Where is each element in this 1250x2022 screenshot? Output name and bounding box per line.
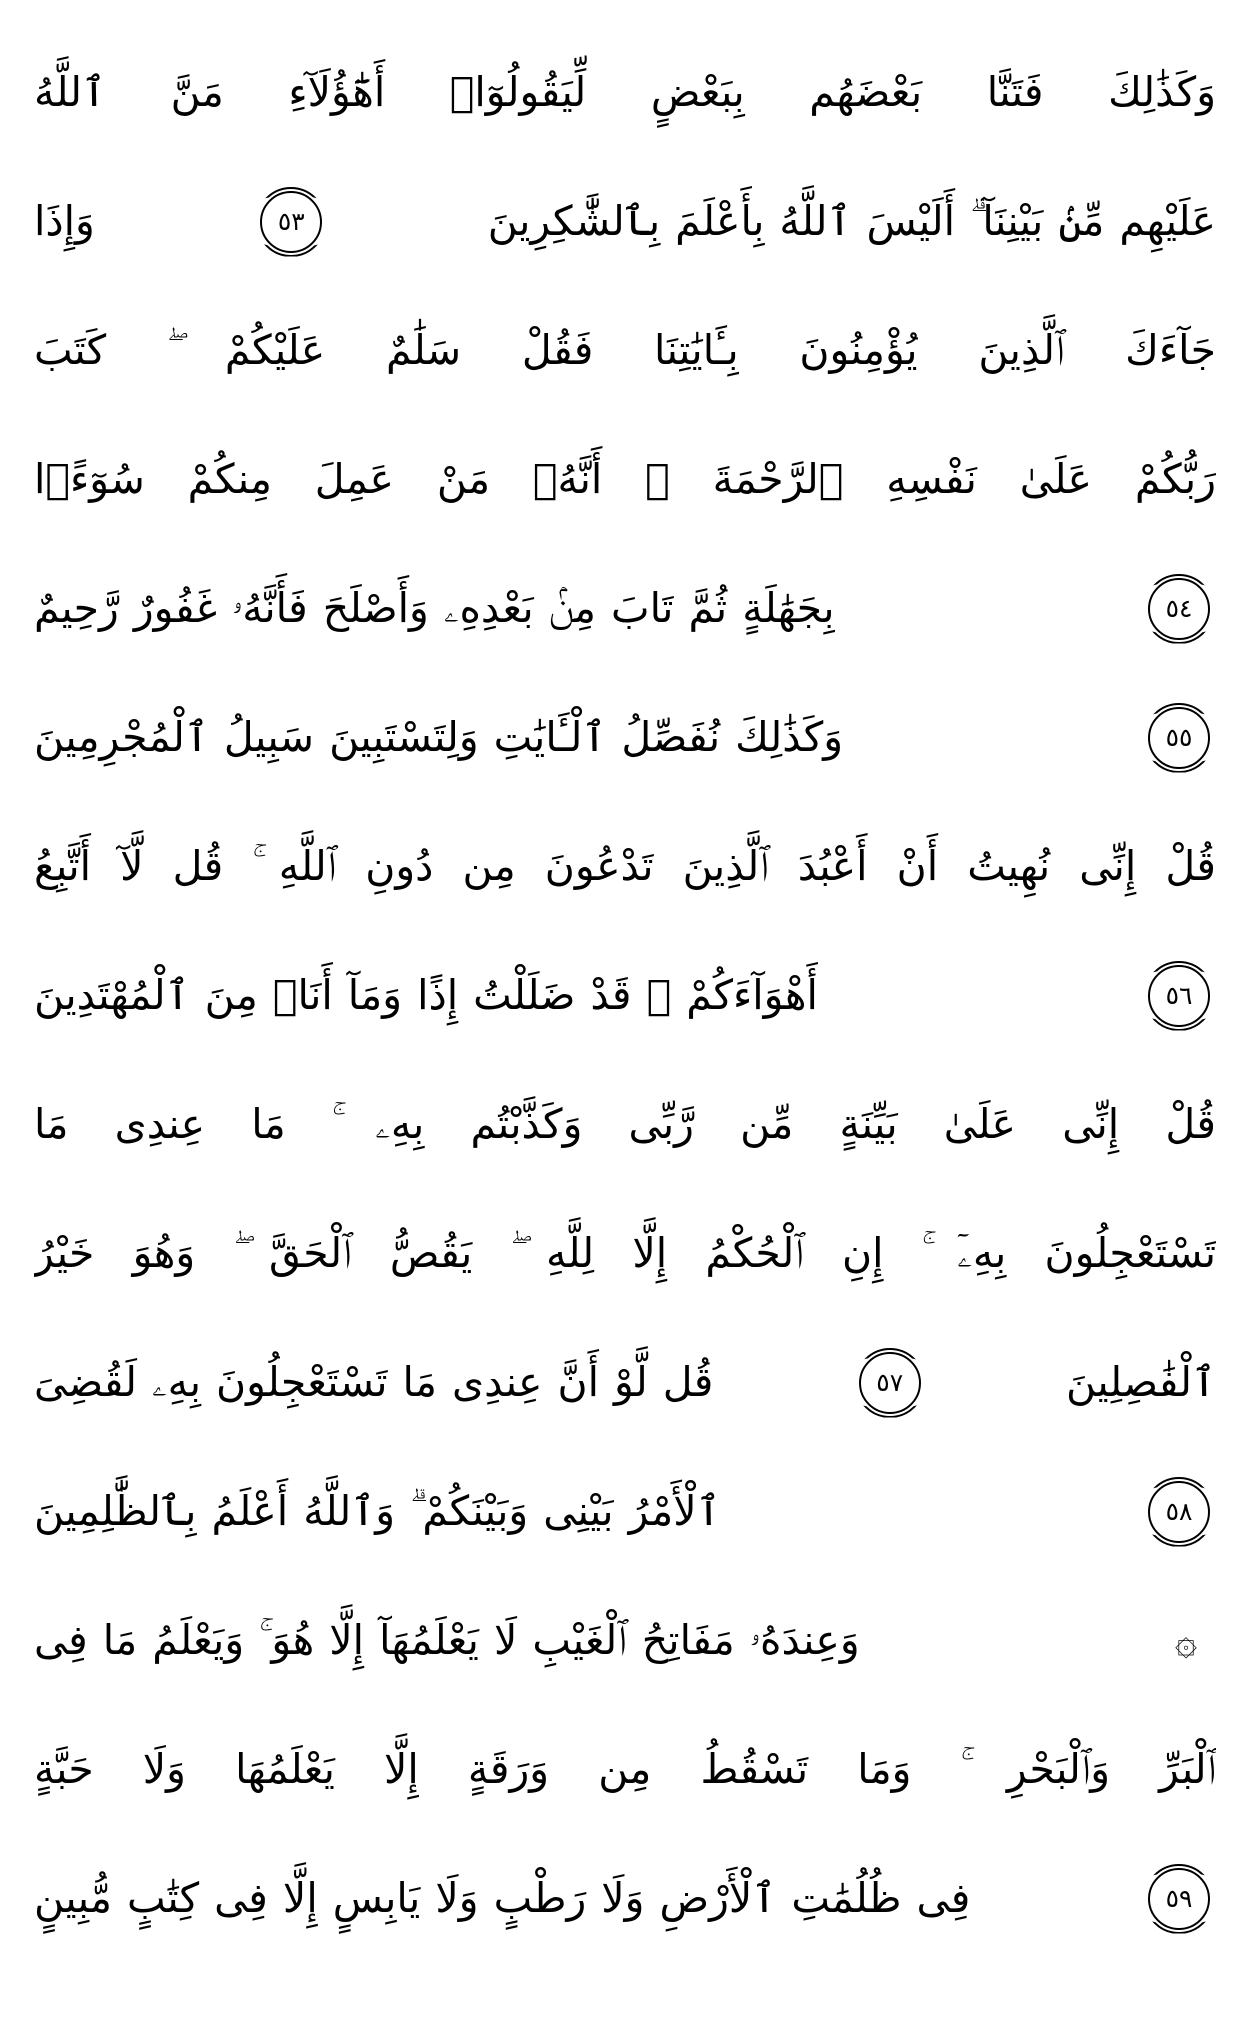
ayah-line (34, 28, 1216, 157)
ayah-line (34, 1189, 1216, 1318)
ayah-text: قُلْ إِنِّى عَلَىٰ بَيِّنَةٍ مِّن رَّبِّى وَكَذَّبْتُم بِهِۦ ۚ مَا عِندِى مَا (34, 1100, 1216, 1148)
ayah-text: فِى ظُلُمَٰتِ ٱلْأَرْضِ وَلَا رَطْبٍ وَلَا يَابِسٍ إِلَّا فِى كِتَٰبٍ مُّبِينٍ (34, 1874, 971, 1922)
ayah-number-marker: ٥٥ (1148, 707, 1210, 769)
ayah-text: قُل لَّوْ أَنَّ عِندِى مَا تَسْتَعْجِلُونَ بِهِۦ لَقُضِىَ (34, 1358, 714, 1406)
ayah-line (34, 1318, 1216, 1447)
ayah-line (34, 1705, 1216, 1834)
hizb-rub-icon: ۞ (1174, 1618, 1198, 1663)
ayah-line (34, 286, 1216, 415)
ayah-number-marker: ٥٨ (1148, 1481, 1210, 1543)
ayah-line (34, 544, 1216, 673)
ayah-text: ٱلْفَٰصِلِينَ (1066, 1358, 1216, 1406)
ayah-text: رَبُّكُمْ عَلَىٰ نَفْسِهِ ٱلرَّحْمَةَ ۖ أَنَّهُۥ مَنْ عَمِلَ مِنكُمْ سُوٓءًۢا (34, 455, 1216, 503)
ayah-text: تَسْتَعْجِلُونَ بِهِۦٓ ۚ إِنِ ٱلْحُكْمُ إِلَّا لِلَّهِ ۖ يَقُصُّ ٱلْحَقَّ ۖ وَهُوَ خَيْرُ (34, 1229, 1216, 1277)
ayah-text: أَهْوَآءَكُمْ ۙ قَدْ ضَلَلْتُ إِذًا وَمَآ أَنَا۠ مِنَ ٱلْمُهْتَدِينَ (34, 971, 818, 1019)
mushaf-text-body (34, 28, 1216, 1963)
ayah-text: وَكَذَٰلِكَ نُفَصِّلُ ٱلْـَٔايَٰتِ وَلِتَسْتَبِينَ سَبِيلُ ٱلْمُجْرِمِينَ (34, 713, 844, 761)
ayah-text: جَآءَكَ ٱلَّذِينَ يُؤْمِنُونَ بِـَٔايَٰتِنَا فَقُلْ سَلَٰمٌ عَلَيْكُمْ ۖ كَتَبَ (34, 326, 1216, 374)
ayah-number-marker: ٥٤ (1148, 578, 1210, 640)
ayah-text: ٱلْأَمْرُ بَيْنِى وَبَيْنَكُمْ ۗ وَٱللَّهُ أَعْلَمُ بِٱلظَّٰلِمِينَ (34, 1487, 721, 1535)
ayah-number-marker: ٥٩ (1148, 1868, 1210, 1930)
ayah-line (34, 1447, 1216, 1576)
ayah-line (34, 673, 1216, 802)
ayah-line (34, 415, 1216, 544)
ayah-text: ٱلْبَرِّ وَٱلْبَحْرِ ۚ وَمَا تَسْقُطُ مِن وَرَقَةٍ إِلَّا يَعْلَمُهَا وَلَا حَبَّةٍ (34, 1745, 1216, 1793)
ayah-number-marker: ٥٣ (260, 191, 322, 253)
ayah-line (34, 1834, 1216, 1963)
ayah-number-marker: ٥٧ (859, 1352, 921, 1414)
ayah-text: قُلْ إِنِّى نُهِيتُ أَنْ أَعْبُدَ ٱلَّذِينَ تَدْعُونَ مِن دُونِ ٱللَّهِ ۚ قُل لَّآ أَتَّبِعُ (34, 842, 1216, 890)
ayah-number-marker: ٥٦ (1148, 965, 1210, 1027)
ayah-line (34, 1060, 1216, 1189)
ayah-line (34, 931, 1216, 1060)
ayah-line (34, 157, 1216, 286)
ayah-text: بِجَهَٰلَةٍ ثُمَّ تَابَ مِنۢ بَعْدِهِۦ وَأَصْلَحَ فَأَنَّهُۥ غَفُورٌ رَّحِيمٌ (34, 584, 835, 632)
ayah-text: وَإِذَا (34, 197, 95, 245)
ayah-line (34, 802, 1216, 931)
ayah-text: عَلَيْهِم مِّنۢ بَيْنِنَآ ۗ أَلَيْسَ ٱللَّهُ بِأَعْلَمَ بِٱلشَّٰكِرِينَ (487, 197, 1216, 245)
ayah-text: وَعِندَهُۥ مَفَاتِحُ ٱلْغَيْبِ لَا يَعْلَمُهَآ إِلَّا هُوَ ۚ وَيَعْلَمُ مَا فِى (34, 1616, 860, 1664)
ayah-text: وَكَذَٰلِكَ فَتَنَّا بَعْضَهُم بِبَعْضٍ لِّيَقُولُوٓا۟ أَهَٰٓؤُلَآءِ مَنَّ ٱللَّهُ (34, 68, 1216, 116)
ayah-line (34, 1576, 1216, 1705)
